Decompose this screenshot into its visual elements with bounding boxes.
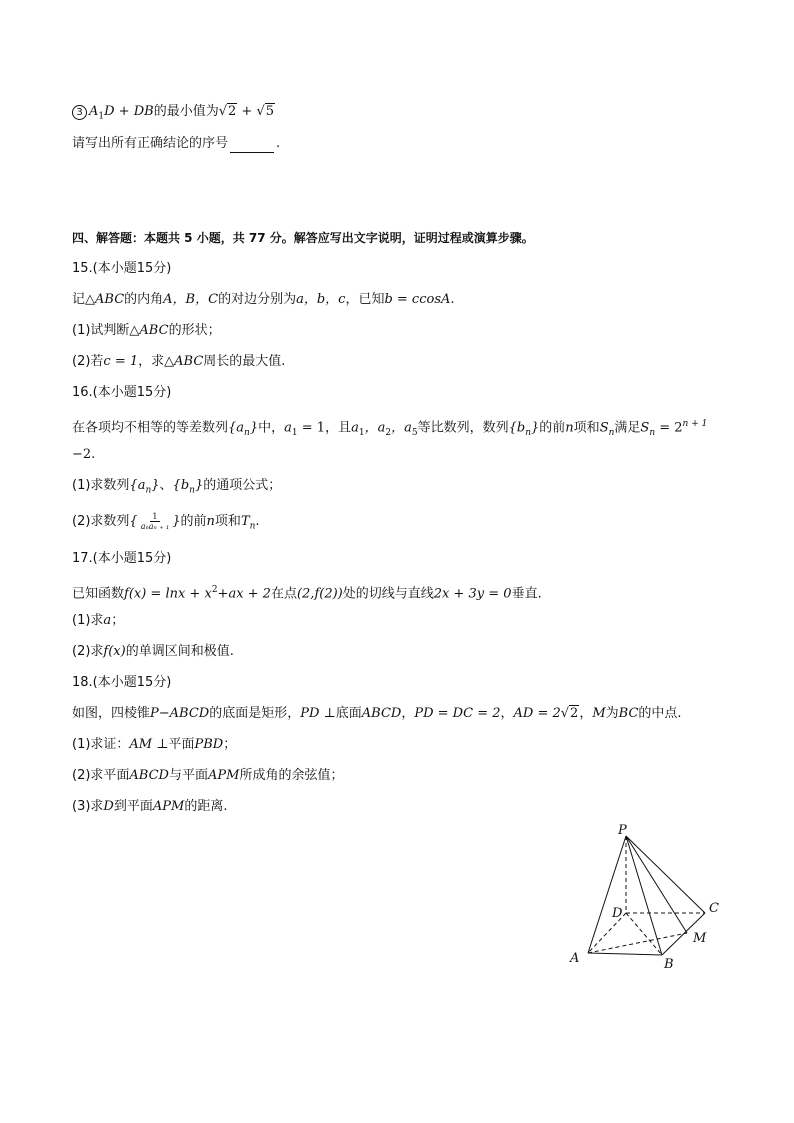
q16-part-1: (1)求数列$\{a_n\}$、$\{b_n\}$的通项公式；	[72, 478, 282, 496]
q18-part-2: (2)求平面ABCD与平面APM所成角的余弦值；	[72, 768, 344, 783]
q17-part-1: (1)求a；	[72, 613, 125, 628]
edge-DB	[626, 913, 662, 955]
label-A: A	[570, 951, 580, 966]
answer-blank	[230, 138, 274, 153]
q14-prompt: 请写出所有正确结论的序号 .	[72, 136, 281, 151]
label-M: M	[693, 931, 707, 946]
label-D: D	[612, 906, 623, 921]
q16-heading: 16.(本小题15分)	[72, 385, 172, 400]
q18-part-3: (3)求D到平面APM的距离.	[72, 799, 228, 814]
q15-part-1: (1)试判断△ABC的形状；	[72, 323, 221, 338]
label-P: P	[618, 823, 627, 838]
q16-part-2: (2)求数列{ $\frac{1}{\text{aₙaₙ ₊ ₁}}$ }的前n项和$T_n$.	[72, 512, 260, 532]
q16-stem: 在各项均不相等的等差数列$\{a_n\}$中，$a_1 = 1$，且$a_1$，$a_2$，$a_5$等比数列，数列$\{b_n\}$的前n项和$S_n$满足$S_n = 2^{n + 1}$	[72, 419, 708, 438]
edge-AB	[588, 953, 662, 955]
q15-stem: 记△ABC的内角A，B，C的对边分别为a，b，c，已知b = ccosA.	[72, 292, 455, 307]
pyramid-figure	[560, 820, 730, 970]
label-C: C	[709, 901, 719, 916]
q15-heading: 15.(本小题15分)	[72, 261, 172, 276]
q18-stem: 如图，四棱锥P−ABCD的底面是矩形，PD ⊥底面ABCD，PD = DC = 2，AD = 2√2，M为BC的中点.	[72, 706, 682, 721]
q16-stem-cont: −2.	[72, 447, 96, 462]
q15-part-2: (2)若c = 1，求△ABC周长的最大值.	[72, 354, 286, 369]
q17-heading: 17.(本小题15分)	[72, 551, 172, 566]
edge-AM	[588, 933, 687, 953]
section-header: 四、解答题：本题共 5 小题，共 77 分。解答应写出文字说明，证明过程或演算步骤。	[72, 231, 534, 245]
fraction: $\frac{1}{\text{aₙaₙ ₊ ₁}}$	[140, 512, 170, 531]
circled-number: 3	[72, 105, 87, 120]
q14-item-3: 3 $A_1D$ + DB的最小值为√2 + √5	[72, 103, 275, 126]
q17-part-2: (2)求f(x)的单调区间和极值.	[72, 644, 234, 659]
label-B: B	[664, 957, 674, 970]
q17-stem: 已知函数$f(x) = \ln x + x^2+ax + 2$在点(2,f(2))处的切线与直线2x + 3y = 0垂直.	[72, 585, 542, 602]
edge-PM	[626, 836, 687, 933]
q18-heading: 18.(本小题15分)	[72, 675, 172, 690]
q18-part-1: (1)求证：AM ⊥平面PBD；	[72, 737, 237, 752]
edge-PA	[588, 836, 626, 953]
